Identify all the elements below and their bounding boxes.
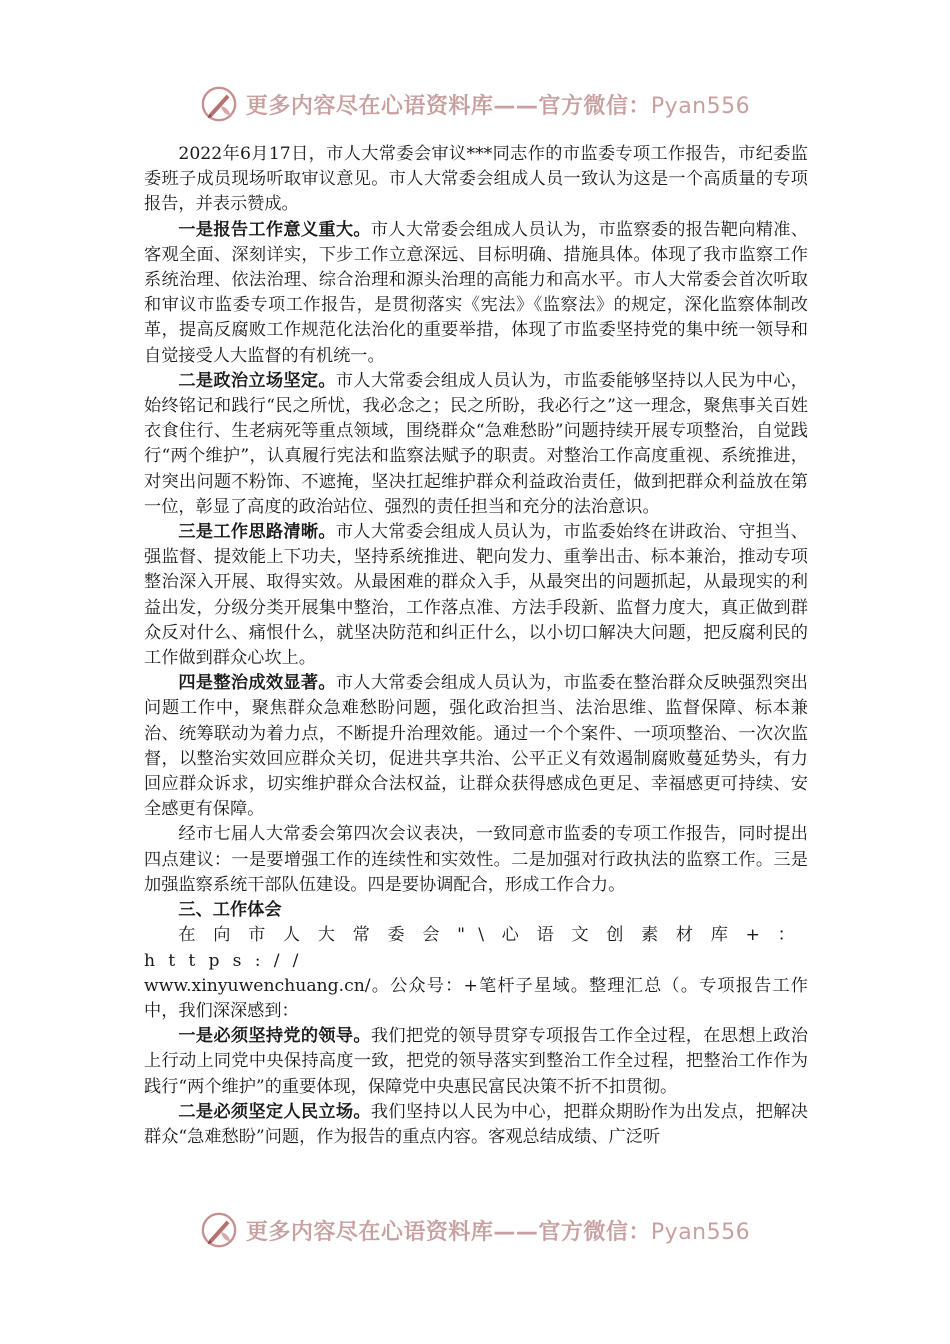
experience-lead: 一是必须坚持党的领导。 <box>178 1026 371 1047</box>
intro-paragraph: 2022年6月17日，市人大常委会审议***同志作的市监委专项工作报告，市纪委监委班子成员现场听取审议意见。市人大常委会组成人员一致认为这是一个高质量的专项报告，并表示赞成。 <box>144 144 808 215</box>
point-text: 市人大常委会组成人员认为，市监察委的报告靶向精准、客观全面、深刻详实，下步工作立意深远、目标明确、措施具体。体现了我市监察工作系统治理、依法治理、综合治理和源头治理的高能力和高水平。市人大常委会首次听取和审议市监委专项工作报告，是贯彻落实《宪法》《监察法》的规定，深化监察体制改革，提高反腐败工作规范化法治化的重要举措，体现了市监委坚持党的集中统一领导和自觉接受人大监督的有机统一。 <box>144 219 808 366</box>
watermark-text: 更多内容尽在心语资料库——官方微信：Pyan556 <box>245 93 751 119</box>
point-paragraph <box>144 218 808 369</box>
watermark-text: 更多内容尽在心语资料库——官方微信：Pyan556 <box>245 1219 751 1245</box>
point-text: 市人大常委会组成人员认为，市监委能够坚持以人民为中心，始终铭记和践行“民之所忧，我必念之；民之所盼，我必行之”这一理念，聚焦事关百姓衣食住行、生老病死等重点领域，围绕群众“急难愁盼”问题持续开展专项整治，自觉践行“两个维护”，认真履行宪法和监察法赋予的职责。对整治工作高度重视、系统推进，对突出问题不粉饰、不遮掩，坚决扛起维护群众利益政治责任，做到把群众利益放在第一位，彰显了高度的政治站位、强烈的责任担当和充分的法治意识。 <box>144 370 808 517</box>
experience-paragraph <box>144 1024 808 1100</box>
conclusion-paragraph: 经市七届人大常委会第四次会议表决，一致同意市监委的专项工作报告，同时提出四点建议：一是要增强工作的连续性和实效性。二是加强对行政执法的监察工作。三是加强监察系统干部队伍建设。四是要协调配合，形成工作合力。 <box>144 824 808 895</box>
experience-paragraph <box>144 1100 808 1150</box>
point-text: 市人大常委会组成人员认为，市监委在整治群众反映强烈突出问题工作中，聚焦群众急难愁盼问题，强化政治担当、法治思维、监督保障、标本兼治、统筹联动为着力点，不断提升治理效能。通过一个个案件、一项项整治、一次次监督，以整治实效回应群众关切，促进共享共治、公平正义有效遏制腐败蔓延势头，有力回应群众诉求，切实维护群众合法权益，让群众获得感成色更足、幸福感更可持续、安全感更有保障。 <box>144 673 808 820</box>
point-paragraph <box>144 671 808 822</box>
pen-and-leaf-logo-icon <box>200 85 238 123</box>
watermark-banner-top <box>0 80 950 128</box>
experience-text: 我们把党的领导贯穿专项报告工作全过程，在思想上政治上行动上同党中央保持高度一致，把党的领导落实到整治工作全过程，把整治工作作为践行“两个维护”的重要体现，保障党中央惠民富民决策不折不扣贯彻。 <box>144 1026 808 1097</box>
experience-lead: 二是必须坚定人民立场。 <box>178 1101 371 1122</box>
point-lead: 一是报告工作意义重大。 <box>178 219 371 240</box>
watermark-banner-bottom <box>0 1206 950 1254</box>
point-lead: 四是整治成效显著。 <box>178 673 336 694</box>
point-paragraph <box>144 520 808 671</box>
section-intro-line-2: www.xinyuwenchuang.cn/。公众号：+笔杆子星域。整理汇总（。专项报告工作中，我们深深感到： <box>144 975 808 1021</box>
pen-and-leaf-logo-icon <box>200 1211 238 1249</box>
section-heading: 三、工作体会 <box>178 900 282 921</box>
document-body <box>144 142 808 1150</box>
point-paragraph <box>144 369 808 520</box>
point-lead: 二是政治立场坚定。 <box>178 370 336 391</box>
section-intro-line-1: 在向市人大常委会"\心语文创素材库+：https:// <box>144 925 808 971</box>
point-text: 市人大常委会组成人员认为，市监委始终在讲政治、守担当、强监督、提效能上下功夫，坚持系统推进、靶向发力、重拳出击、标本兼治，推动专项整治深入开展、取得实效。从最困难的群众入手，从最突出的问题抓起，从最现实的利益出发，分级分类开展集中整治，工作落点准、方法手段新、监督力度大，真正做到群众反对什么、痛恨什么，就坚决防范和纠正什么，以小切口解决大问题，把反腐利民的工作做到群众心坎上。 <box>144 522 808 669</box>
point-lead: 三是工作思路清晰。 <box>178 522 336 543</box>
experience-text: 我们坚持以人民为中心，把群众期盼作为出发点，把解决群众“急难愁盼”问题，作为报告的重点内容。客观总结成绩、广泛听 <box>144 1101 808 1147</box>
